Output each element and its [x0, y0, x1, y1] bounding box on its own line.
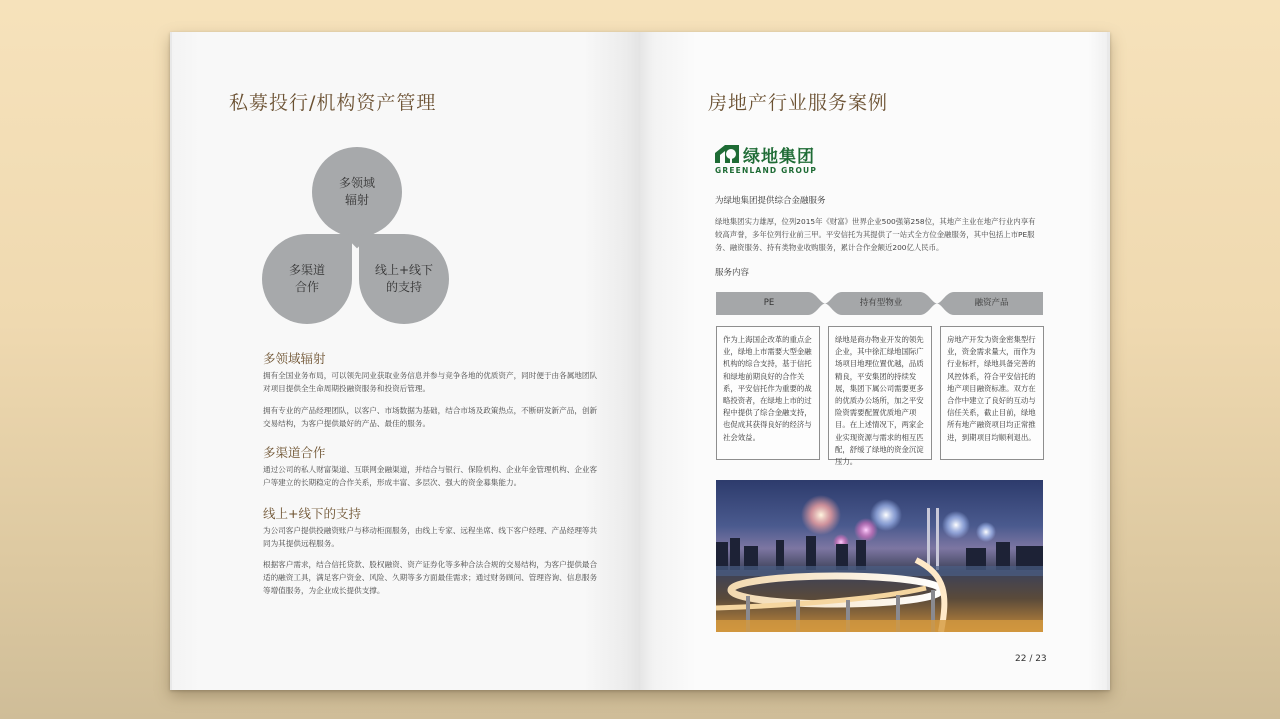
- brochure-spread: [170, 32, 1110, 690]
- case-subtitle: 为绿地集团提供综合金融服务: [715, 196, 826, 206]
- page-title: 房地产行业服务案例: [708, 92, 889, 114]
- circle-online-offline: [359, 234, 449, 324]
- service-box-financing: 房地产开发为资金密集型行业，资金需求量大，而作为行业标杆，绿地具备完善的风控体系，符合平安信托的地产项目融资标准。双方在合作中建立了良好的互动与信任关系，截止目前，绿地所有地产融资项目均正常推进，到期项目均顺利退出。: [940, 326, 1044, 460]
- section-paragraph: 拥有全国业务布局，可以领先同业获取业务信息并参与竞争各地的优质资产，同时便于由各属地团队对项目提供全生命周期投融资服务和投资后管理。: [263, 371, 598, 393]
- circle-label: 多渠道: [288, 263, 325, 277]
- section-heading: 多渠道合作: [263, 445, 326, 460]
- services-heading: 服务内容: [715, 268, 750, 278]
- service-band-pe: PE: [763, 298, 775, 308]
- circle-multi-channel: [262, 234, 352, 324]
- case-intro: 绿地集团实力雄厚，位列2015年《财富》世界企业500强第258位，其地产主业在地产行业内享有较高声誉，多年位列行业前三甲。平安信托为其提供了一站式全方位金融服务，其中包括上市PE服务、融资服务、持有类物业收购服务，累计合作金额近200亿人民币。: [715, 217, 1036, 252]
- section-paragraph: 根据客户需求，结合信托贷款、股权融资、资产证券化等多种合法合规的交易结构，为客户提供最合适的融资工具，满足客户资金、风险、久期等多方面最佳需求；通过财务顾问、管理咨询、信息服务等增值服务，为企业成长提供支撑。: [263, 560, 598, 595]
- section-paragraph: 拥有专业的产品经理团队，以客户、市场数据为基础，结合市场及政策热点，不断研发新产品，创新交易结构，为客户提供最好的产品、最佳的服务。: [263, 406, 598, 428]
- logo-chinese-name: 绿地集团: [743, 147, 815, 167]
- service-box-pe: 作为上海国企改革的重点企业，绿地上市需要大型金融机构的综合支持，基于信托和绿地前期良好的合作关系，平安信托作为重要的战略投资者，在绿地上市的过程中提供了综合金融支持，也促成其获得良好的经济与社会效益。: [716, 326, 820, 460]
- greenland-house-icon: [715, 145, 739, 163]
- section-paragraph: 为公司客户提供投融资账户与移动柜面服务，由线上专家、远程坐席、线下客户经理、产品经理等共同为其提供远程服务。: [263, 526, 598, 548]
- page-number: 22 / 23: [1015, 654, 1047, 664]
- service-band-financing: 融资产品: [974, 298, 1009, 308]
- circle-label: 的支持: [385, 280, 422, 294]
- circle-multi-domain: [312, 147, 402, 237]
- service-bands: [716, 292, 1043, 315]
- service-box-property: 绿地是商办物业开发的领先企业，其中徐汇绿地国际广场项目地理位置优越，品质精良，平安集团的持续发展，集团下属公司需要更多的优质办公场所，加之平安险资需要配置优质地产项目。在上述情况下，两家企业实现资源与需求的相互匹配，舒缓了绿地的资金沉淀压力。: [828, 326, 932, 460]
- circle-label: 辐射: [344, 193, 369, 207]
- city-skyline-image: [716, 480, 1043, 632]
- circle-label: 线上+线下: [374, 263, 434, 277]
- left-page: [170, 32, 640, 690]
- right-page: [640, 32, 1110, 690]
- service-band-property: 持有型物业: [859, 298, 903, 308]
- section-heading: 线上+线下的支持: [263, 506, 361, 521]
- circle-label: 多领域: [338, 176, 375, 190]
- section-paragraph: 通过公司的私人财富渠道、互联网金融渠道，并结合与银行、保险机构、企业年金管理机构、企业客户等建立的长期稳定的合作关系，形成丰富、多层次、强大的资金募集能力。: [263, 465, 598, 487]
- section-heading: 多领域辐射: [263, 351, 326, 366]
- page-title: 私募投行/机构资产管理: [229, 92, 437, 114]
- city-night-photo: [716, 480, 1043, 632]
- logo-english-name: GREENLAND GROUP: [715, 166, 818, 175]
- circle-label: 合作: [294, 280, 319, 294]
